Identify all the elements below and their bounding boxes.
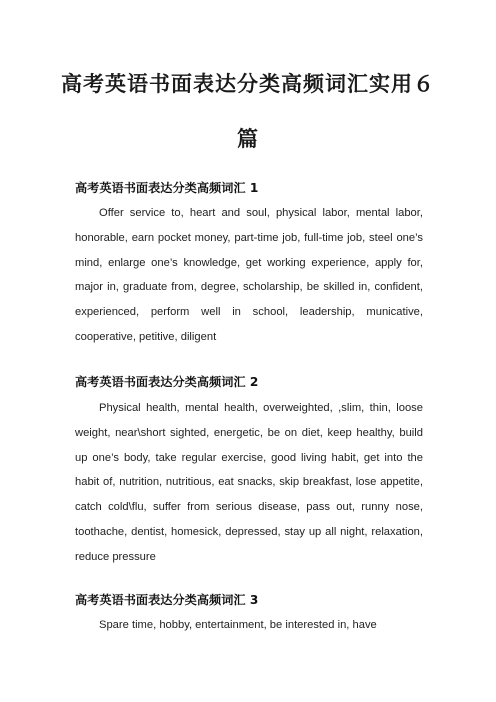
- document-title-line2: 篇: [237, 126, 259, 151]
- section-heading-2: 高考英语书面表达分类高频词汇 2: [75, 375, 259, 389]
- section-paragraph-2: Physical health, mental health, overweighted, ,slim, thin, loose weight, near\short sighted, energetic, be on diet, keep healthy, build up one’s body, take regular exercise, good living habit, get into the habit of, nutrition, nutritious, eat snacks, skip breakfast, lose appetite, catch cold\flu, suffer from serious disease, pass out, runny nose, toothache, dentist, homesick, depressed, stay up all night, relaxation, reduce pressure: [75, 402, 423, 563]
- section-heading-1: 高考英语书面表达分类高频词汇 1: [75, 181, 259, 195]
- section-paragraph-1: Offer service to, heart and soul, physical labor, mental labor, honorable, earn pocket money, part-time job, full-time job, steel one’s mind, enlarge one’s knowledge, get working experience, apply for, major in, graduate from, degree, scholarship, be skilled in, confident, experienced, perform well in school, leadership, municative, cooperative, petitive, diligent: [75, 207, 423, 343]
- section-heading-3: 高考英语书面表达分类高频词汇 3: [75, 593, 259, 607]
- section-paragraph-3: Spare time, hobby, entertainment, be interested in, have: [99, 619, 377, 631]
- document-title-line1: 高考英语书面表达分类高频词汇实用６: [61, 71, 435, 96]
